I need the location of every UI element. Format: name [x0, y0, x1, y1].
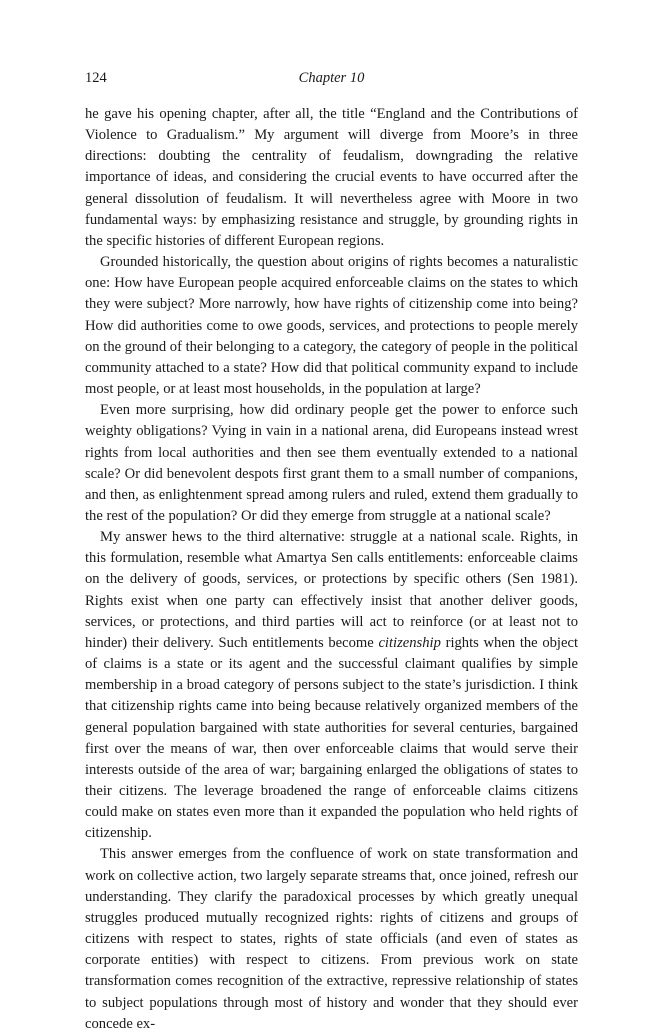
paragraph-text: Grounded historically, the question about origins of rights becomes a naturalistic one: How have European people acquired enforceable claims on the states to which they were subject? More narrowly, how have rights of citizenship come into being? How did authorities come to owe goods, services, and protections to people merely on the ground of their belonging to a category, the category of people in the political community attached to a state? How did that political community expand to include most people, or at least most households, in the population at large?	[85, 254, 578, 398]
paragraph-continued	[85, 104, 578, 252]
paragraph-text: he gave his opening chapter, after all, the title “England and the Contributions of Violence to Gradualism.” My argument will diverge from Moore’s in three directions: doubting the centrality of feudalism, downgrading the relative importance of ideas, and considering the crucial events to have occurred after the general dissolution of feudalism. It will nevertheless agree with Moore in two fundamental ways: by emphasizing resistance and struggle, by grounding rights in the specific histories of different European regions.	[85, 106, 578, 249]
paragraph-text: rights when the object of claims is a state or its agent and the successful claimant qualifies by simple membership in a broad category of persons subject to the state’s jurisdiction. I think that citizenship rights came into being because relatively organized members of the general population bargained with state authorities for several centuries, bargained first over the means of war, then over enforceable claims that would serve their interests outside of the area of war; bargaining enlarged the obligations of states to their citizens. The leverage broadened the range of enforceable claims citizens could make on states even more than it expanded the population who held rights of citizenship.	[85, 634, 578, 842]
page-number: 124	[85, 70, 107, 86]
body-text	[85, 104, 578, 1035]
paragraph	[85, 252, 578, 400]
emphasized-term: citizenship	[378, 634, 441, 651]
paragraph-text: My answer hews to the third alternative: struggle at a national scale. Rights, in this formulation, resemble what Amartya Sen calls entitlements: enforceable claims on the delivery of goods, services, or protections by specific others (Sen 1981). Rights exist when one party can effectively insist that another deliver goods, services, or protections, and third parties will act to reinforce (or at least not to hinder) their delivery. Such entitlements become	[85, 529, 578, 651]
paragraph	[85, 844, 578, 1034]
paragraph-text: This answer emerges from the confluence of work on state transformation and work on collective action, two largely separate streams that, once joined, refresh our understanding. They clarify the paradoxical processes by which greatly unequal struggles produced mutually recognized rights: rights of citizens and groups of citizens with respect to states, rights of state officials (and even of states as corporate entities) with respect to citizens. From previous work on state transformation comes recognition of the extractive, repressive relationship of states to subject populations through most of history and wonder that they should ever concede ex-	[85, 846, 578, 1032]
chapter-label: Chapter 10	[298, 70, 365, 86]
paragraph	[85, 400, 578, 527]
running-head	[85, 68, 578, 88]
paragraph-text: Even more surprising, how did ordinary people get the power to enforce such weighty obligations? Vying in vain in a national arena, did Europeans instead wrest rights from local authorities and then see them eventually extended to a national scale? Or did benevolent despots first grant them to a small number of companions, and then, as enlightenment spread among rulers and ruled, extend them gradually to the rest of the population? Or did they emerge from struggle at a national scale?	[85, 402, 578, 524]
paragraph	[85, 527, 578, 844]
